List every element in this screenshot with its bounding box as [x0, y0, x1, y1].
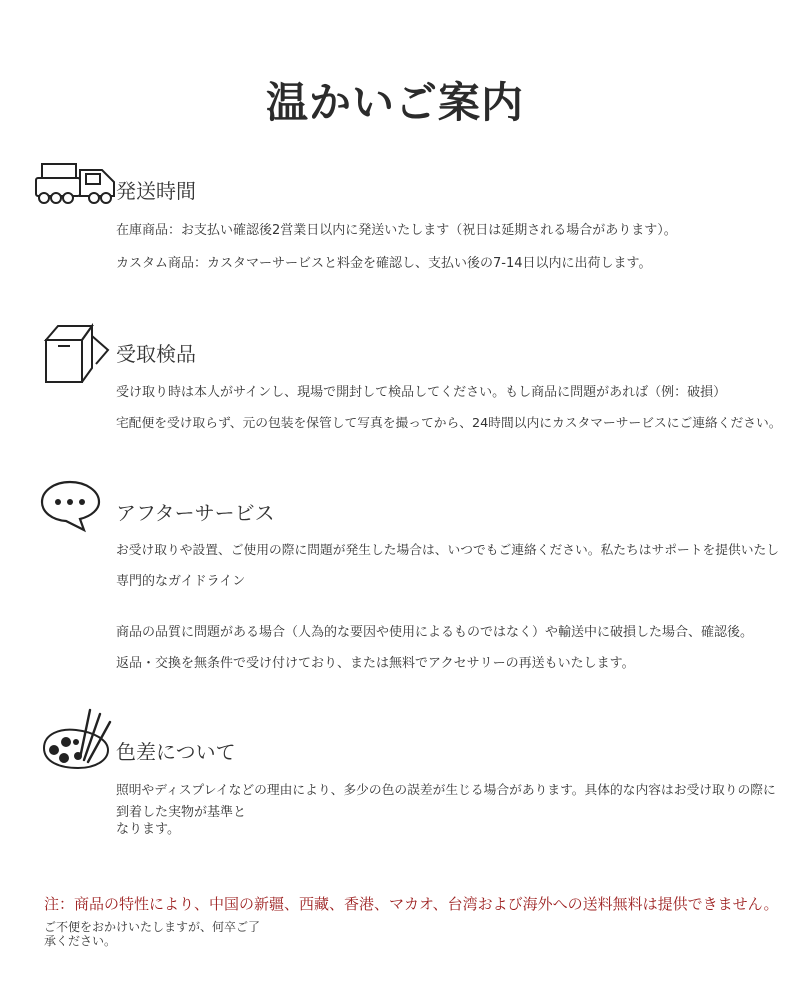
- package-box-icon: [42, 324, 112, 386]
- section-text: 専門的なガイドライン: [116, 574, 246, 589]
- section-text: なります。: [116, 822, 180, 837]
- section-title: 発送時間: [116, 179, 196, 203]
- section-text: 在庫商品：お支払い確認後2営業日以内に発送いたします（祝日は延期される場合があります）。: [116, 223, 677, 238]
- section-text: カスタム商品：カスタマーサービスと料金を確認し、支払い後の7-14日以内に出荷します。: [116, 256, 652, 271]
- section-text: 照明やディスプレイなどの理由により、多少の色の誤差が生じる場合があります。具体的な内容はお受け取りの際に: [116, 783, 776, 798]
- section-text: 返品・交換を無条件で受け付けており、または無料でアクセサリーの再送もいたします。: [116, 656, 635, 671]
- notice-sub-line: ご不便をおかけいたしますが、何卒ご了: [44, 920, 261, 934]
- section-text: 商品の品質に問題がある場合（人為的な要因や使用によるものではなく）や輸送中に破損した場合、確認後。: [116, 625, 754, 640]
- section-title: アフターサービス: [116, 501, 275, 525]
- notice-main: 注：商品の特性により、中国の新疆、西藏、香港、マカオ、台湾および海外への送料無料は提供できません。: [44, 895, 779, 913]
- section-text: お受け取りや設置、ご使用の際に問題が発生した場合は、いつでもご連絡ください。私たちはサポートを提供いたし: [116, 543, 779, 558]
- truck-icon: [34, 160, 118, 206]
- section-title: 受取検品: [116, 342, 196, 366]
- paint-palette-icon: [40, 704, 114, 772]
- chat-bubble-icon: [40, 480, 102, 532]
- section-text: 宅配便を受け取らず、元の包装を保管して写真を撮ってから、24時間以内にカスタマーサービスにご連絡ください。: [116, 416, 782, 431]
- page-title: 温かいご案内: [265, 78, 524, 127]
- section-title: 色差について: [116, 740, 236, 764]
- section-text: 到着した実物が基準と: [116, 805, 247, 820]
- section-text: 受け取り時は本人がサインし、現場で開封して検品してください。もし商品に問題があれば（例：破損）: [116, 385, 727, 400]
- notice-sub-line: 承ください。: [44, 934, 117, 948]
